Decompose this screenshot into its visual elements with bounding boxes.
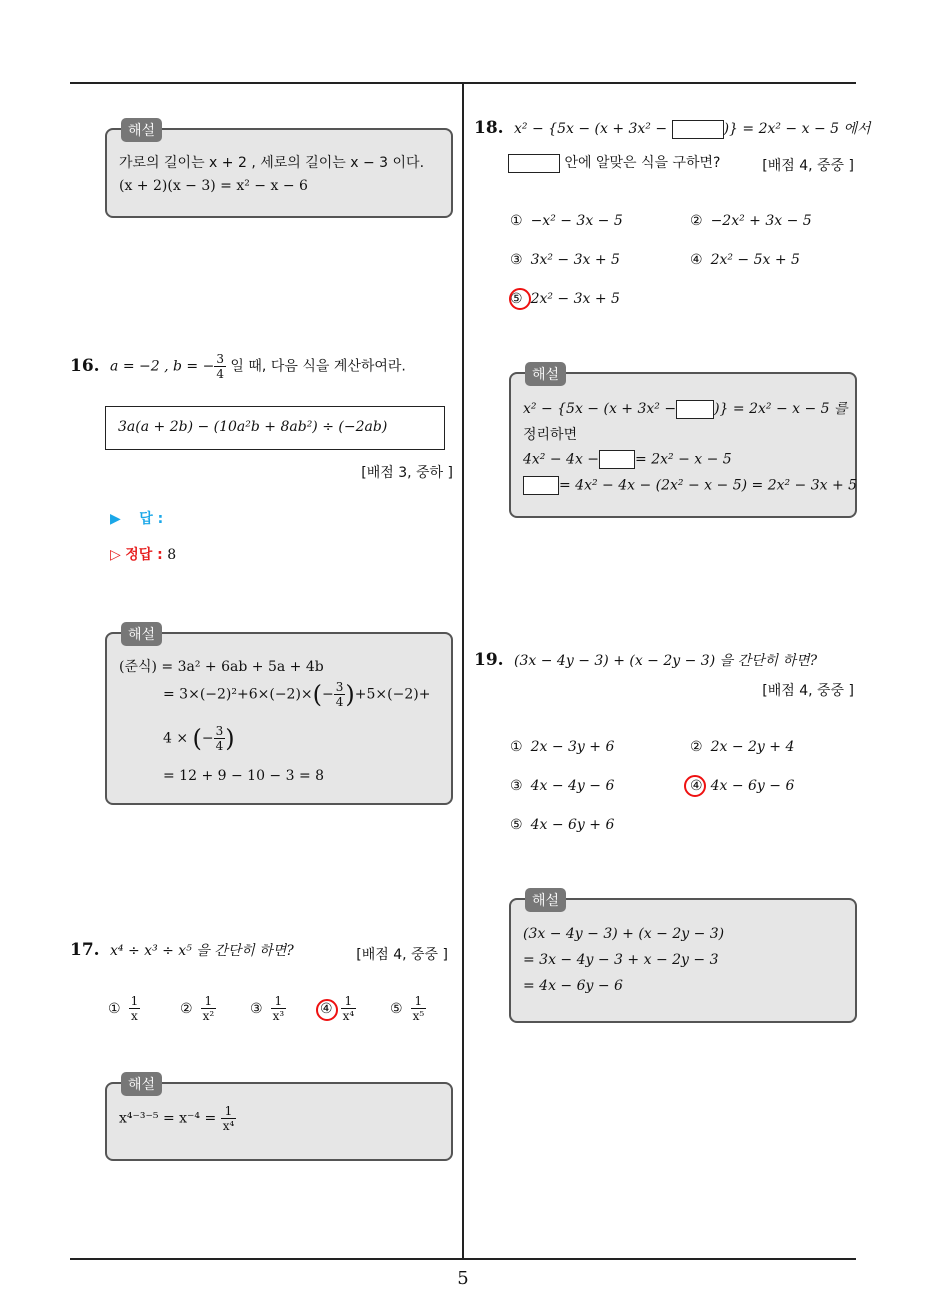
q17-option-3[interactable] (250, 994, 286, 1023)
q16-solution-line4: = 12 + 9 − 10 − 3 = 8 (163, 768, 325, 784)
q19-option-5[interactable] (510, 817, 614, 833)
option-text: 2x² − 5x + 5 (710, 252, 800, 268)
q18-option-3[interactable] (510, 252, 620, 268)
q17-solution: x⁴⁻³⁻⁵ = x⁻⁴ = $\frac{1}{\text{x⁴}}$ (119, 1104, 235, 1133)
q17-meta: [배점 4, 중중 ] (356, 947, 448, 963)
column-divider (462, 84, 464, 1258)
q19-number: 19. (474, 650, 504, 670)
option-fraction: $\frac{1}{\text{x⁵}}$ (412, 994, 425, 1023)
option-mark: ③ (510, 252, 523, 268)
option-text: 4x − 6y − 6 (710, 778, 795, 794)
q19-option-3[interactable] (510, 778, 614, 794)
q16-prompt-text: 일 때, 다음 식을 계산하여라. (230, 358, 406, 375)
q17-solution-box (105, 1077, 453, 1161)
option-mark: ⑤ (510, 291, 523, 307)
option-mark: ② (180, 1000, 193, 1017)
option-fraction: $\frac{1}{x}$ (130, 994, 139, 1023)
option-fraction: $\frac{1}{\text{x⁴}}$ (342, 994, 355, 1023)
option-text: 2x − 3y + 6 (530, 739, 615, 755)
option-text: 3x² − 3x + 5 (530, 252, 620, 268)
q18-solution-line1: x² − {5x − (x + 3x² − )} = 2x² − x − 5 를 (523, 401, 848, 417)
q16-expression-box (105, 406, 445, 450)
q15-solution-line2: (x + 2)(x − 3) = x² − x − 6 (119, 178, 308, 194)
q18-solution-line4: = 4x² − 4x − (2x² − x − 5) = 2x² − 3x + 5 (523, 476, 857, 495)
option-fraction: $\frac{1}{\text{x²}}$ (202, 994, 215, 1023)
q18-prompt-b: )} = 2x² − x − 5 에서 (723, 121, 871, 137)
option-text: −2x² + 3x − 5 (710, 213, 812, 229)
q18-blank (508, 154, 560, 173)
q16-prompt (70, 352, 406, 381)
q17-option-1[interactable] (108, 994, 140, 1023)
page-number: 5 (457, 1268, 469, 1289)
q16-correct-row (110, 544, 176, 564)
solution-tag: 해설 (121, 118, 162, 142)
q16-answer-label: 답 : (139, 511, 164, 527)
q19-option-2[interactable] (690, 739, 794, 755)
solution-tag: 해설 (525, 362, 566, 386)
q19-solution-line3: = 4x − 6y − 6 (523, 978, 623, 994)
q19-option-1[interactable] (510, 739, 614, 755)
q16-correct-label: 정답 : (125, 547, 163, 563)
q16-solution-line2: = 3×(−2)²+6×(−2)×(− $\frac{3}{4}$ )+5×(−2)+ (163, 680, 431, 709)
q16-solution-box (105, 627, 453, 805)
q18-prompt-c: 안에 알맞은 식을 구하면? (564, 155, 721, 171)
option-fraction: $\frac{1}{\text{x³}}$ (272, 994, 285, 1023)
q17-selected-circle (316, 999, 338, 1021)
q19-solution-line1: (3x − 4y − 3) + (x − 2y − 3) (523, 926, 725, 942)
correct-arrow-icon: ▷ (110, 547, 121, 563)
option-text: 2x − 2y + 4 (710, 739, 795, 755)
option-text: 4x − 4y − 6 (530, 778, 615, 794)
q17-number: 17. (70, 940, 100, 960)
q16-meta: [배점 3, 중하 ] (361, 465, 453, 481)
q19-solution-line2: = 3x − 4y − 3 + x − 2y − 3 (523, 952, 719, 968)
option-mark: ③ (510, 778, 523, 794)
q17-option-2[interactable] (180, 994, 216, 1023)
option-mark: ① (510, 213, 523, 229)
q17-prompt-text: x⁴ ÷ x³ ÷ x⁵ 을 간단히 하면? (110, 943, 294, 959)
q16-solution-line3: 4 × (− $\frac{3}{4}$ ) (163, 724, 235, 753)
option-mark: ② (690, 739, 703, 755)
q19-prompt-text: (3x − 4y − 3) + (x − 2y − 3) 을 간단히 하면? (514, 653, 818, 669)
q18-solution-line2: 정리하면 (523, 427, 578, 443)
solution-tag: 해설 (525, 888, 566, 912)
q19-prompt (474, 650, 817, 670)
option-mark: ② (690, 213, 703, 229)
bottom-rule (70, 1258, 856, 1260)
option-mark: ⑤ (390, 1000, 403, 1017)
option-mark: ① (510, 739, 523, 755)
option-mark: ⑤ (510, 817, 523, 833)
q15-solution-box (105, 123, 453, 218)
q18-meta: [배점 4, 중중 ] (762, 158, 854, 174)
q18-number: 18. (474, 118, 504, 138)
option-mark: ④ (690, 252, 703, 268)
q16-correct-value: 8 (167, 547, 177, 563)
option-text: 2x² − 3x + 5 (530, 291, 620, 307)
answer-arrow-icon: ▶ (110, 511, 121, 527)
q15-solution-line1: 가로의 길이는 x + 2 , 세로의 길이는 x − 3 이다. (119, 155, 425, 171)
q18-option-1[interactable] (510, 213, 623, 229)
q18-selected-circle (509, 288, 531, 310)
option-text: −x² − 3x − 5 (530, 213, 623, 229)
q16-number: 16. (70, 355, 100, 376)
solution-tag: 해설 (121, 1072, 162, 1096)
q19-solution-box (509, 893, 857, 1023)
q18-prompt-a: x² − {5x − (x + 3x² − (514, 121, 668, 137)
q16-expression: 3a(a + 2b) − (10a²b + 8ab²) ÷ (−2ab) (118, 419, 388, 435)
q18-prompt-line2 (508, 152, 720, 173)
option-mark: ① (108, 1000, 121, 1017)
option-mark: ③ (250, 1000, 263, 1017)
option-text: 4x − 6y + 6 (530, 817, 615, 833)
q19-meta: [배점 4, 중중 ] (762, 683, 854, 699)
q17-option-5[interactable] (390, 994, 426, 1023)
q16-solution-line1: (준식) = 3a² + 6ab + 5a + 4b (119, 659, 324, 675)
q18-blank (672, 120, 724, 139)
q18-option-4[interactable] (690, 252, 800, 268)
q16-answer-row (110, 508, 163, 528)
q19-selected-circle (684, 775, 706, 797)
q17-prompt (70, 940, 294, 960)
q18-prompt (474, 118, 871, 139)
q18-option-2[interactable] (690, 213, 812, 229)
q18-solution-line3: 4x² − 4x − = 2x² − x − 5 (523, 451, 732, 468)
q16-fraction: $\frac{3}{4}$ (216, 352, 224, 381)
option-mark: ④ (690, 778, 703, 794)
q16-prompt-math: a = −2 , b = − (110, 358, 215, 375)
solution-tag: 해설 (121, 622, 162, 646)
q18-solution-box (509, 367, 858, 518)
option-mark: ④ (320, 1000, 333, 1017)
